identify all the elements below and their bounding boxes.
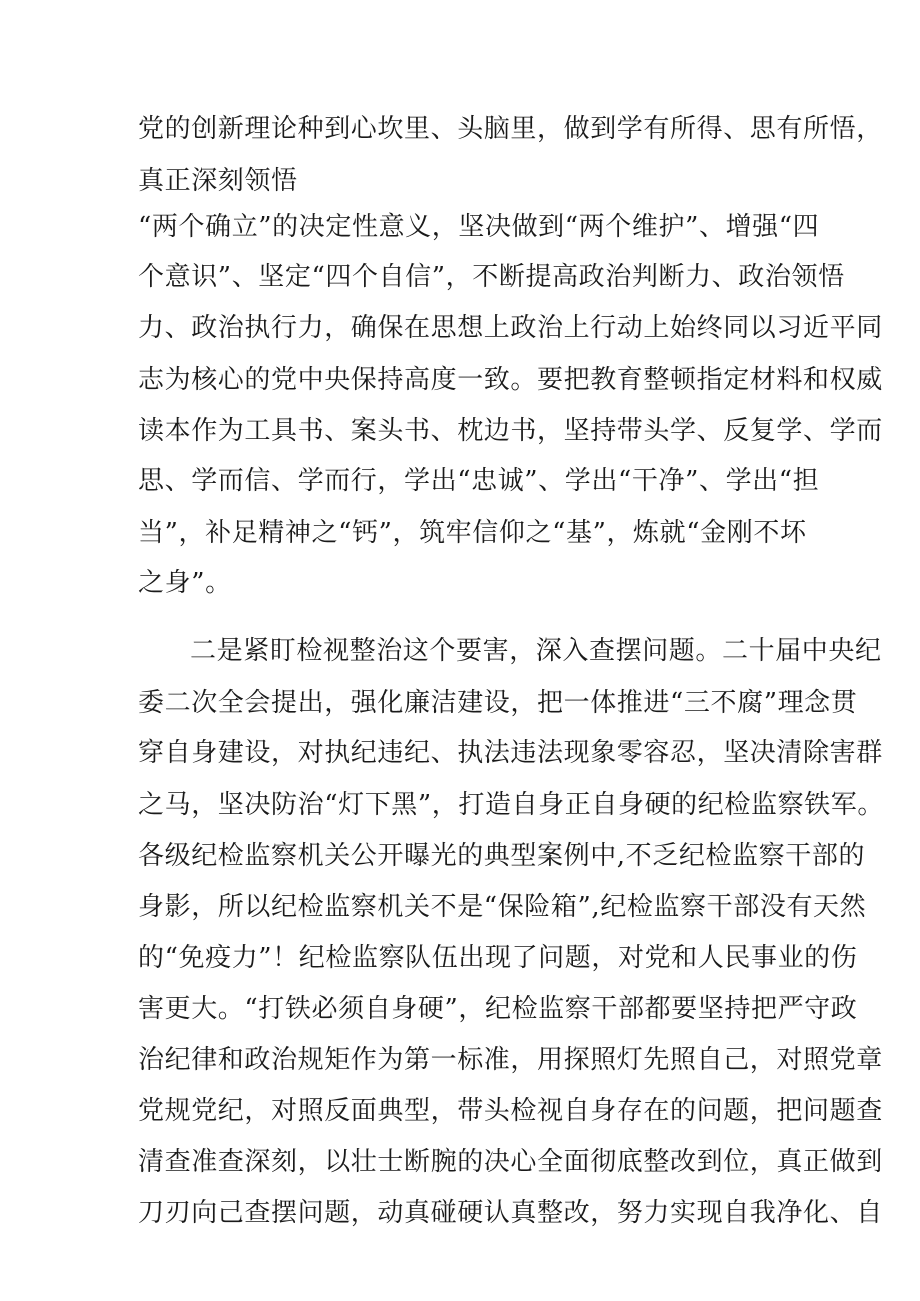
- text-line: 刀刃向己查摆问题，动真碰硬认真整改，努力实现自我净化、自: [138, 1198, 883, 1228]
- text-line: 当”，补足精神之“钙”，筑牢信仰之“基”，炼就“金刚不坏: [138, 518, 807, 548]
- text-line: 委二次全会提出，强化廉洁建设，把一体推进“三不腐”理念贯: [138, 688, 858, 718]
- text-line: 党的创新理论种到心坎里、头脑里，做到学有所得、思有所悟，: [138, 114, 883, 144]
- text-line: 害更大。“打铁必须自身硬”，纪检监察干部都要坚持把严守政: [138, 994, 858, 1024]
- text-line: 读本作为工具书、案头书、枕边书，坚持带头学、反复学、学而: [138, 416, 883, 446]
- text-line: 个意识”、坚定“四个自信”，不断提高政治判断力、政治领悟: [138, 262, 845, 292]
- text-line: 之马，坚决防治“灯下黑”，打造自身正自身硬的纪检监察铁军。: [138, 790, 884, 820]
- text-line: 清查准查深刻，以壮士断腕的决心全面彻底整改到位，真正做到: [138, 1147, 883, 1177]
- text-line: 真正深刻领悟: [138, 166, 298, 196]
- text-line: 之身”。: [138, 568, 232, 598]
- text-line: 治纪律和政治规矩作为第一标准，用探照灯先照自己，对照党章: [138, 1045, 883, 1075]
- text-line: “两个确立”的决定性意义，坚决做到“两个维护”、增强“四: [138, 212, 820, 242]
- text-line: 力、政治执行力，确保在思想上政治上行动上始终同以习近平同: [138, 313, 883, 343]
- text-line: 党规党纪，对照反面典型，带头检视自身存在的问题，把问题查: [138, 1096, 883, 1126]
- text-line: 思、学而信、学而行，学出“忠诚”、学出“干净”、学出“担: [138, 466, 820, 496]
- text-line: 志为核心的党中央保持高度一致。要把教育整顿指定材料和权威: [138, 365, 883, 395]
- text-line: 的“免疫力”！纪检监察队伍出现了问题，对党和人民事业的伤: [138, 943, 858, 973]
- text-line: 各级纪检监察机关公开曝光的典型案例中,不乏纪检监察干部的: [138, 841, 866, 871]
- text-line: 穿自身建设，对执纪违纪、执法违法现象零容忍，坚决清除害群: [138, 738, 883, 768]
- text-line: 身影，所以纪检监察机关不是“保险箱”,纪检监察干部没有天然: [138, 892, 867, 922]
- paragraph-start-line: 二是紧盯检视整治这个要害，深入查摆问题。二十届中央纪: [190, 636, 882, 666]
